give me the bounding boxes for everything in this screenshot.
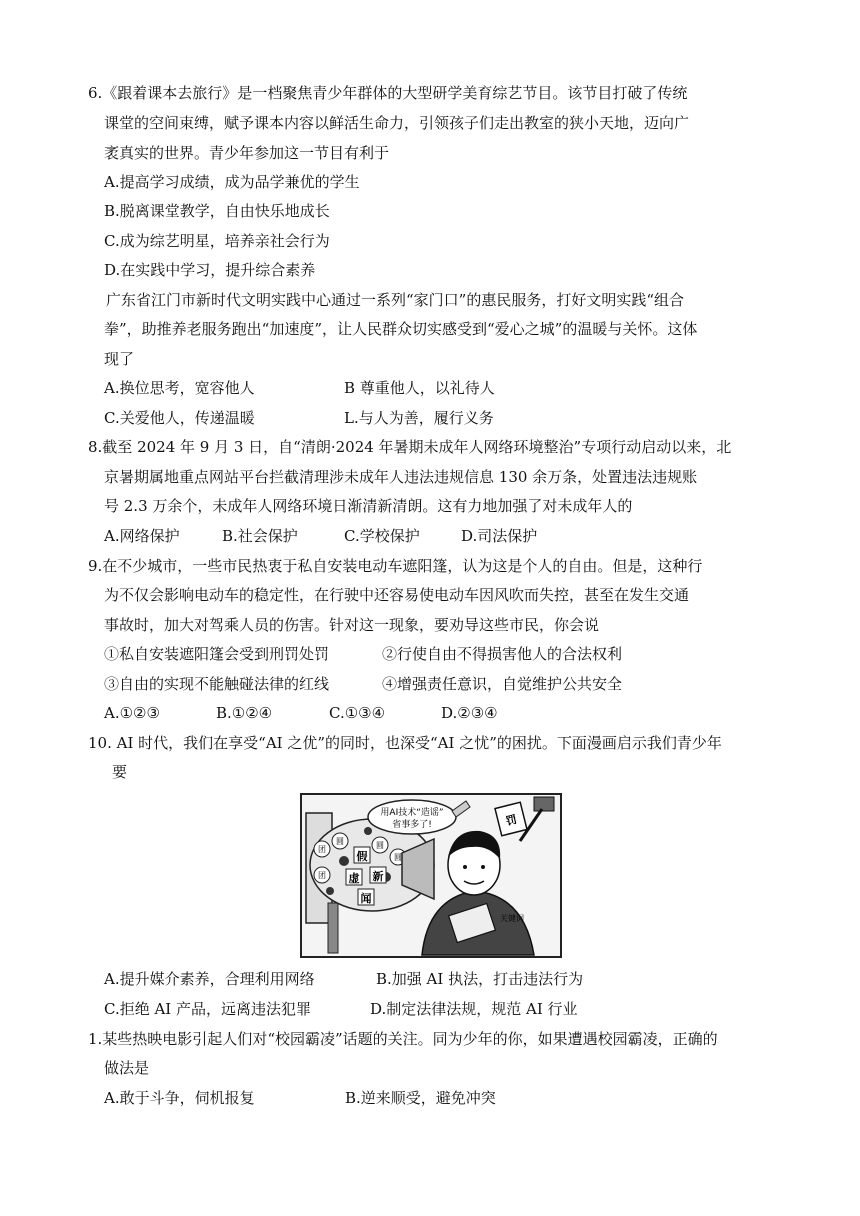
q8-options-row [104,526,704,548]
q7-stem-line3: 现了 [104,350,135,368]
q8-stem-line3: 号 2.3 万余个，未成年人网络环境日渐清新清朗。这有力地加强了对未成年人的 [104,497,633,515]
q9-statements-row2 [104,674,704,696]
keyboard-label: 关键词 [500,914,524,923]
q9-statement-4: ④增强责任意识，自觉维护公共安全 [382,675,623,693]
q9-statement-3: ③自由的实现不能触碰法律的红线 [104,675,330,693]
svg-text:假: 假 [356,850,368,863]
q6-option-a: A.提高学习成绩，成为品学兼优的学生 [104,173,360,191]
q9-stem-line3: 事故时，加大对驾乘人员的伤害。针对这一现象，要劝导这些市民，你会说 [104,616,600,634]
q10-stem-line1: 10. AI 时代，我们在享受“AI 之优”的同时，也深受“AI 之忧”的困扰。下面漫画启示我们青少年 [88,734,722,752]
q8-stem-line1: 8.截至 2024 年 9 月 3 日，自“清朗·2024 年暑期未成年人网络环境整治”专项行动启动以来，北 [88,438,732,456]
q6-option-d: D.在实践中学习，提升综合素养 [104,261,316,279]
q9-statement-1: ①私自安装遮阳篷会受到刑罚处罚 [104,645,330,663]
q7-option-a: A.换位思考，宽容他人 [104,379,255,397]
q10-option-d: D.制定法律法规，规范 AI 行业 [370,1000,578,1018]
penalty-sign-text: 罚 [504,812,519,829]
q8-option-c: C.学校保护 [344,527,420,545]
q10-stem-line2: 要 [112,763,128,781]
q9-option-a: A.①②③ [104,704,160,722]
q10-options-row1 [104,969,724,991]
q10-options-row2 [104,999,724,1021]
q10-option-a: A.提升媒介素养，合理利用网络 [104,970,315,988]
q9-option-c: C.①③④ [329,704,386,722]
svg-text:虚: 虚 [348,872,360,885]
q10-option-c: C.拒绝 AI 产品，远离违法犯罪 [104,1000,312,1018]
q9-statements-row1 [104,644,704,666]
q9-option-d: D.②③④ [441,704,498,722]
q6-stem-line2: 课堂的空间束缚，赋予课本内容以鲜活生命力，引领孩子们走出教室的狭小天地，迈向广 [104,114,690,132]
circle-char-4: 圆 [394,853,402,862]
q9-stem-line1: 9.在不少城市，一些市民热衷于私自安装电动车遮阳篷，认为这是个人的自由。但是，这种行 [88,557,703,575]
q11-stem-line1: 1.某些热映电影引起人们对“校园霸凌”话题的关注。同为少年的你，如果遭遇校园霸凌，正确的 [88,1030,718,1048]
q11-option-a: A.敢于斗争，伺机报复 [104,1089,255,1107]
q10-option-b: B.加强 AI 执法，打击违法行为 [376,970,584,988]
q8-stem-line2: 京暑期属地重点网站平台拦截清理涉未成年人违法违规信息 130 余万条，处置违法违规账 [104,468,698,486]
q7-option-b: B 尊重他人，以礼待人 [344,379,495,397]
circle-char-5: 团 [318,871,326,880]
svg-text:闻: 闻 [360,892,372,905]
ai-rumor-cartoon [300,793,562,958]
q8-option-d: D.司法保护 [461,527,538,545]
q11-option-b: B.逆来顺受，避免冲突 [345,1089,496,1107]
q7-option-d: L.与人为善，履行义务 [344,409,494,427]
q7-stem-line2: 拳”，助推养老服务跑出“加速度”，让人民群众切实感受到“爱心之城”的温暖与关怀。这体 [104,320,698,338]
bubble-line-2: 省事多了! [392,820,432,830]
q8-option-b: B.社会保护 [222,527,298,545]
circle-char-2: 圆 [336,837,344,846]
q8-option-a: A.网络保护 [104,527,180,545]
q7-options-row2 [104,408,704,430]
q9-options-row [104,703,704,725]
q7-options-row1 [104,378,704,400]
q9-option-b: B.①②④ [216,704,273,722]
q6-stem-line3: 袤真实的世界。青少年参加这一节目有利于 [104,144,390,162]
q9-stem-line2: 为不仅会影响电动车的稳定性，在行驶中还容易使电动车因风吹而失控，甚至在发生交通 [104,586,690,604]
bubble-line-1: 用AI技术“造谣” [380,808,444,818]
circle-char-1: 团 [318,845,326,854]
q6-option-b: B.脱离课堂教学，自由快乐地成长 [104,202,330,220]
q9-statement-2: ②行使自由不得损害他人的合法权利 [382,645,623,663]
q11-options-row1 [104,1088,704,1110]
q11-stem-line2: 做法是 [104,1059,150,1077]
q7-stem-line1: 广东省江门市新时代文明实践中心通过一系列“家门口”的惠民服务，打好文明实践“组合 [106,291,685,309]
circle-char-3: 圆 [376,841,384,850]
svg-text:新: 新 [372,870,384,883]
q6-option-c: C.成为综艺明星，培养亲社会行为 [104,232,330,250]
cartoon-drawing [302,795,560,956]
q6-stem-line1: 6.《跟着课本去旅行》是一档聚焦青少年群体的大型研学美育综艺节目。该节目打破了传统 [88,84,688,102]
q7-option-c: C.关爱他人，传递温暖 [104,409,255,427]
